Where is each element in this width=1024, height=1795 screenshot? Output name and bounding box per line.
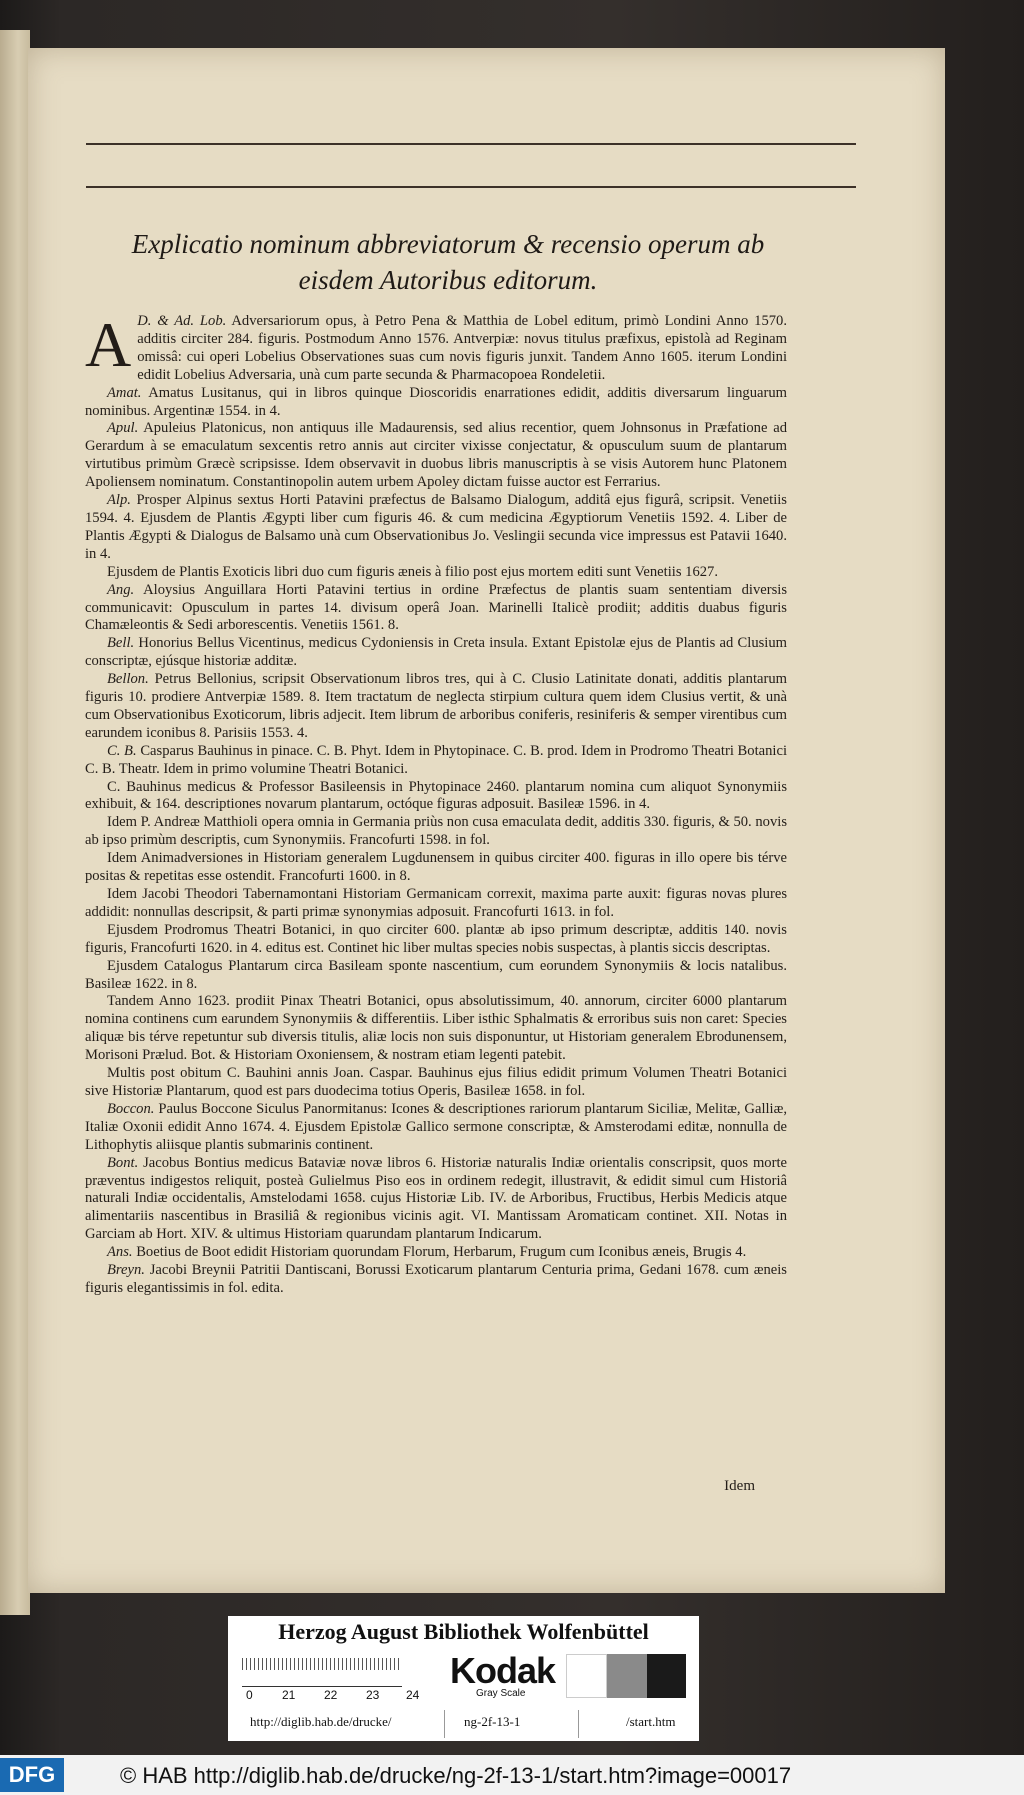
entry-text: Ejusdem Prodromus Theatri Botanici, in quo circiter 600. plantæ ab ipso primum descriptæ, additis 140. novis figuris, Francofurti 1620. in 4. editus est. Continet hic liber multas species nobis suspectas, à plantis siccis descriptas. bbox=[85, 921, 787, 956]
entry-paragraph bbox=[85, 993, 787, 1065]
footer-link[interactable]: © HAB http://diglib.hab.de/drucke/ng-2f-13-1/start.htm?image=00017 bbox=[120, 1763, 792, 1788]
entry-abbreviation: Bont. bbox=[107, 1154, 139, 1171]
ruler-number: 24 bbox=[406, 1688, 420, 1702]
entry-abbreviation: Alp. bbox=[107, 492, 131, 509]
entry-text: Prosper Alpinus sextus Horti Patavini præfectus de Balsamo Dialogum, additâ ejus figurâ, scripsit. Venetiis 1594. 4. Ejusdem de Plantis Ægypti liber cum figuris 46. & cum medicina Ægyptiorum Venetiis 1592. 4. Liber de Plantis Ægypti & Dialogus de Balsamo unà cum Observationibus Jo. Veslingii secunda vice impressus est Patavii 1640. in 4. bbox=[85, 492, 787, 562]
entry-text: Adversariorum opus, à Petro Pena & Matthia de Lobel editum, primò Londini Anno 1570. additis circiter 284. figuris. Postmodum Anno 1576. Antverpiæ: novus titulus præfixus, epistolà ad Reginam omissâ: cui operi Lobelius Observationes suas cum novis figuris junxit. Tandem Anno 1605. iterum Londini edidit Lobelius Adversaria, unà cum parte secunda & Pharmacopoea Rondeletii. bbox=[137, 313, 787, 383]
color-target-card bbox=[228, 1616, 699, 1741]
entry-text: Petrus Bellonius, scripsit Observationum libros tres, qui à C. Clusio Latinitate donati, additis plantarum figuris 10. prodiere Antverpiæ 1589. 8. Item tractatum de neglecta stirpium cultura quem idem Clusius vertit, & unà cum Observationibus Exoticorum, libris adjecit. Item librum de arboribus coniferis, resiniferis & semper virentibus cum earundem iconibus 8. Parisiis 1553. 4. bbox=[85, 671, 787, 741]
entry-abbreviation: Breyn. bbox=[107, 1262, 145, 1279]
entry-paragraph bbox=[85, 309, 787, 385]
entry-text: Idem Jacobi Theodori Tabernamontani Historiam Germanicam correxit, maxima parte auxit: figuras novas plures addidit: nonnullas descripsit, & parti primæ synonymias adposuit. Francofurti 1613. in fol. bbox=[85, 886, 787, 920]
dfg-logo[interactable]: DFG bbox=[0, 1758, 64, 1792]
entry-abbreviation: Bellon. bbox=[107, 671, 149, 688]
top-rule bbox=[86, 143, 856, 145]
url-part: /start.htm bbox=[626, 1714, 676, 1729]
entry-paragraph bbox=[85, 850, 787, 886]
entry-text: Paulus Boccone Siculus Panormitanus: Icones & descriptiones rariorum plantarum Siciliæ, Melitæ, Galliæ, Italiæ Oxonii edidit Anno 1674. 4. Ejusdem Epistolæ Gallico sermone conscriptæ, & Amsterodami editæ, nonnulla de Lithophytis aliisque plantis submarinis continent. bbox=[85, 1100, 787, 1153]
entry-text: C. Bauhinus medicus & Professor Basileensis in Phytopinace 2460. plantarum nomina cum aliquot Synonymiis exhibuit, & 164. descriptiones novarum plantarum, octóque figuras adposuit. Basileæ 1596. in 4. bbox=[85, 778, 787, 813]
entry-text: Tandem Anno 1623. prodiit Pinax Theatri Botanici, opus absolutissimum, 40. annorum, circiter 6000 plantarum nomina continens cum earundem Synonymiis & differentiis. Liber isthic Sphalmatis & erroribus suis non caret: Species aliquæ bis térve repetuntur sub diversis titulis, aliæ locis non suis disponuntur, ut Historiam generalem Ebrodunensem, Morisoni Prælud. Bot. & Historiam Oxoniensem, & nostram etiam legenti patebit. bbox=[85, 993, 787, 1064]
url-part: http://diglib.hab.de/drucke/ bbox=[250, 1714, 392, 1729]
entry-text: Multis post obitum C. Bauhini annis Joan. Caspar. Bauhinus ejus filius edidit primum Volumen Theatri Botanici sive Historiæ Plantarum, quod est pars duodecima totius Operis, Basileæ 1658. in fol. bbox=[85, 1065, 787, 1099]
entry-paragraph bbox=[85, 582, 787, 636]
entry-paragraph bbox=[85, 635, 787, 671]
entry-text: Aloysius Anguillara Horti Patavini tertius in ordine Præfectus de plantis suam sententiam diversis communicavit: Opusculum in partes 14. divisum operâ Joan. Marinelli Italicè prodiit; additis duabus figuris Chamæleontis & Sedi arborescentis. Venetiis 1561. 8. bbox=[85, 581, 788, 634]
entry-paragraph bbox=[85, 958, 787, 994]
book-page bbox=[28, 48, 945, 1593]
entry-abbreviation: Bell. bbox=[107, 635, 135, 652]
entry-abbreviation: D. & Ad. Lob. bbox=[137, 313, 227, 329]
entry-abbreviation: Apul. bbox=[107, 420, 139, 437]
entry-paragraph bbox=[85, 922, 787, 958]
entry-text: Idem Animadversiones in Historiam generalem Lugdunensem in quibus circiter 400. figuras in illo opere bis térve positas & repetitas esse ostendit. Francofurti 1600. in 8. bbox=[85, 850, 787, 885]
entry-text: Ejusdem Catalogus Plantarum circa Basileam sponte nascentium, cum eorundem Synonymiis & locis natalibus. Basileæ 1622. in 8. bbox=[85, 957, 787, 992]
entry-paragraph bbox=[85, 814, 787, 850]
entry-text: Honorius Bellus Vicentinus, medicus Cydoniensis in Creta insula. Extant Epistolæ ejus de Plantis ad Clusium conscriptæ, ejúsque historiæ additæ. bbox=[85, 635, 787, 670]
ruler-number: 23 bbox=[366, 1688, 380, 1702]
entry-text: Ejusdem de Plantis Exoticis libri duo cum figuris æneis à filio post ejus mortem editi sunt Venetiis 1627. bbox=[107, 563, 718, 580]
url-part: ng-2f-13-1 bbox=[464, 1714, 521, 1729]
entry-text: Jacobi Breynii Patritii Dantiscani, Borussi Exoticarum plantarum Centuria prima, Gedani 1678. cum æneis figuris elegantissimis in fol. edita. bbox=[85, 1262, 787, 1296]
entry-text: Jacobus Bontius medicus Bataviæ novæ libros 6. Historiæ naturalis Indiæ orientalis conscripsit, quos morte præventus indigestos reliquit, posteà Gulielmus Piso eos in ordinem redegit, illustravit, & edidit simul cum Historiâ naturali Indiæ occidentalis, Amstelodami 1658. cujus Historiæ Lib. IV. de Arboribus, Fructibus, Herbis Medicis atque alimentariis nascentibus in Brasiliâ & regionibus vicinis agit. VI. Mantissam Aromaticam continet. XII. Notas in Garciam ab Hort. XIV. & ultimus Historiam quarundam plantarum Indicarum. bbox=[85, 1154, 787, 1243]
entry-paragraph bbox=[85, 1155, 787, 1245]
gray-patch bbox=[607, 1654, 646, 1698]
entry-paragraph bbox=[85, 743, 787, 779]
gray-scale-patches bbox=[566, 1654, 686, 1698]
drop-capital: A bbox=[85, 309, 132, 380]
text-body bbox=[85, 309, 788, 1298]
entry-text: Casparus Bauhinus in pinace. C. B. Phyt. Idem in Phytopinace. C. B. prod. Idem in Prodromo Theatri Botanici C. B. Theatr. Idem in primo volumine Theatri Botanici. bbox=[85, 742, 787, 777]
entry-paragraph bbox=[85, 385, 787, 421]
entry-text: Boetius de Boot edidit Historiam quorundam Florum, Herbarum, Frugum cum Iconibus æneis, Brugis 4. bbox=[136, 1244, 747, 1261]
ruler-scale bbox=[242, 1658, 402, 1687]
entry-paragraph bbox=[85, 1262, 787, 1298]
card-divider bbox=[444, 1710, 445, 1738]
entry-paragraph bbox=[85, 671, 787, 743]
gray-scale-label: Gray Scale bbox=[476, 1688, 526, 1699]
gray-patch bbox=[647, 1654, 686, 1698]
entry-paragraph bbox=[85, 564, 787, 582]
ruler-number: 0 bbox=[246, 1688, 253, 1702]
gray-patch bbox=[566, 1654, 607, 1698]
ruler-number: 21 bbox=[282, 1688, 296, 1702]
entry-paragraph bbox=[85, 1244, 787, 1262]
kodak-logo: Kodak bbox=[450, 1650, 556, 1691]
left-page-edge bbox=[0, 30, 30, 1615]
entry-paragraph bbox=[85, 492, 787, 564]
entry-abbreviation: Ang. bbox=[107, 581, 135, 598]
entry-abbreviation: Amat. bbox=[107, 384, 142, 401]
second-rule bbox=[86, 186, 856, 188]
entry-paragraph bbox=[85, 886, 787, 922]
entry-abbreviation: C. B. bbox=[107, 742, 137, 759]
library-title: Herzog August Bibliothek Wolfenbüttel bbox=[278, 1619, 649, 1644]
entry-paragraph bbox=[85, 420, 787, 492]
catchword: Idem bbox=[724, 1478, 755, 1494]
entry-abbreviation: Boccon. bbox=[107, 1100, 155, 1117]
entry-text: Apuleius Platonicus, non antiquus ille Madaurensis, sed alius recentior, quem Johnsonus in Præfatione ad Gerardum à se emaculatum sexcentis retro annis aut circiter vixisse conjectatur, & opusculum suum de plantarum virtutibus primùm Græcè scripsisse. Idem observavit in duobus libris manuscriptis à se visis Autorem hunc Platonem Apoliensem nominatum. Constantinopolin autem urbem Apoley dictam fuisse auctor est Ferrarius. bbox=[85, 420, 787, 491]
entry-paragraph bbox=[85, 1101, 787, 1155]
entry-abbreviation: Ans. bbox=[107, 1244, 133, 1261]
entry-text: Idem P. Andreæ Matthioli opera omnia in Germania priùs non cusa emaculata dedit, additis 330. figuris, & 50. novis ab ipso primùm descriptis, cum Synonymiis. Francofurti 1598. in fol. bbox=[85, 814, 787, 849]
entry-paragraph bbox=[85, 1065, 787, 1101]
entry-text: Amatus Lusitanus, qui in libros quinque Dioscoridis enarrationes edidit, additis diversarum linguarum nominibus. Argentinæ 1554. in 4. bbox=[85, 384, 787, 419]
card-divider bbox=[578, 1710, 579, 1738]
page-title: Explicatio nominum abbreviatorum & recensio operum ab eisdem Autoribus editorum. bbox=[131, 229, 765, 295]
entry-paragraph bbox=[85, 779, 787, 815]
ruler-number: 22 bbox=[324, 1688, 338, 1702]
